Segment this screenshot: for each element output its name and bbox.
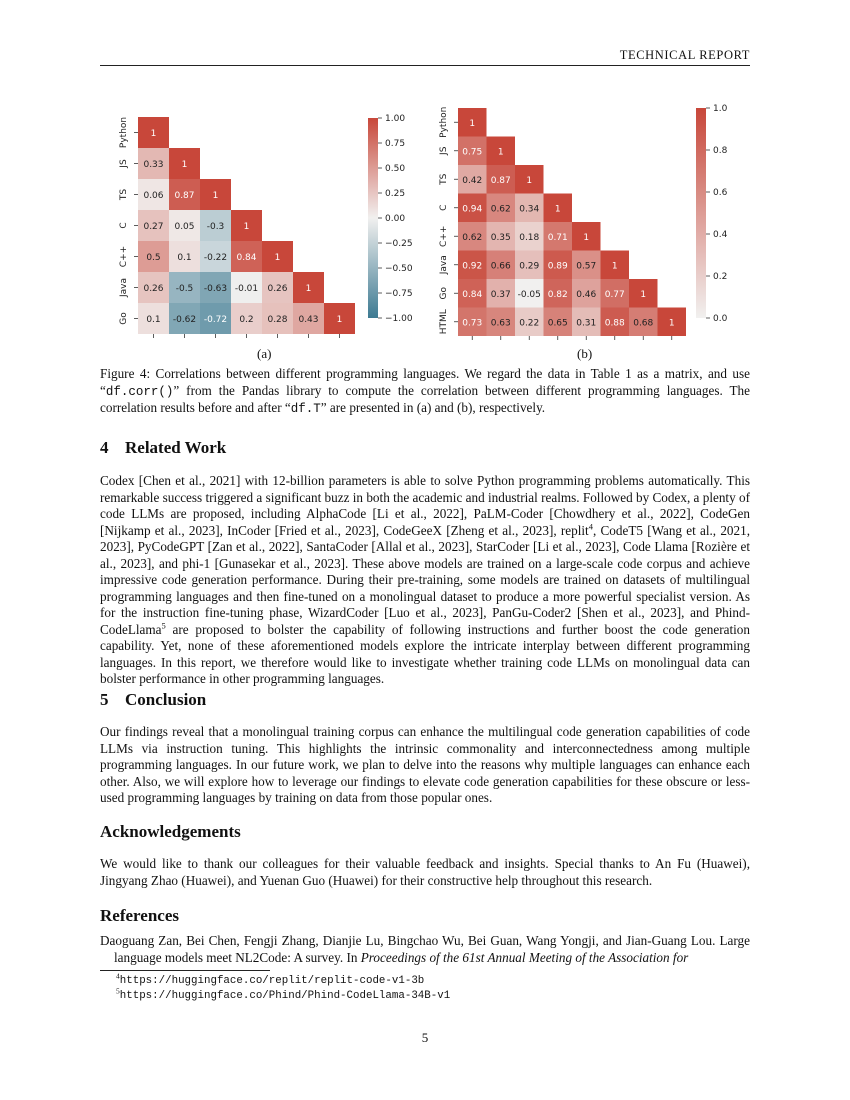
footnote-5: $^5$https://huggingface.co/Phind/Phind-CodeLlama-34B-v1 [116, 986, 451, 1002]
acknowledgements-text: We would like to thank our colleagues for their valuable feedback and insights. Special thanks to An Fu (Huawei), Jingyang Zhao (Huawei), and Yuenan Guo (Huawei) for their constructive help throughout this research. [100, 856, 750, 888]
heatmap-cell-value: 0.28 [267, 315, 288, 325]
reference-entry: Daoguang Zan, Bei Chen, Fengji Zhang, Dianjie Lu, Bingchao Wu, Bei Guan, Wang Yongji, and Jian-Guang Lou. Large language models meet NL2Code: A survey. In Proceedings of the 61st Annual Meeting of the Association for [100, 933, 750, 965]
heatmap-cell-value: -0.05 [517, 289, 541, 300]
heatmap-cell-value: 0.57 [576, 261, 597, 272]
code-df-t: df.T [290, 402, 321, 416]
heatmap-cell-value: 0.87 [174, 191, 195, 201]
colorbar-tick-label: 0.25 [385, 189, 406, 200]
y-tick-label: TS [119, 188, 129, 201]
colorbar-tick-label: 0.6 [713, 188, 728, 199]
footnote-4-link[interactable]: https://huggingface.co/replit/replit-code-v1-3b [119, 975, 425, 987]
colorbar-tick-label: 0.75 [385, 139, 406, 150]
heatmap-cell-value: 1 [150, 129, 157, 139]
heatmap-cell-value: 0.26 [267, 284, 288, 294]
heatmap-cell-value: -0.72 [203, 315, 228, 325]
heatmap-cell-value: 1 [305, 284, 312, 294]
heatmap-cell-value: 0.62 [490, 204, 511, 215]
acknowledgements-heading: Acknowledgements [100, 822, 241, 841]
references-heading: References [100, 906, 179, 925]
figure-caption: Figure 4: Correlations between different programming languages. We regard the data in Table 1 as a matrix, and use “df.corr()” from the Pandas library to compute the correlation between different programming languages. The correlation results before and after “df.T” are presented in (a) and (b), respectively. [100, 366, 750, 416]
heatmap-cell-value: 1 [181, 160, 188, 170]
heatmap-a [100, 105, 430, 340]
heatmap-cell-value: 1 [611, 261, 618, 272]
heatmap-cell-value: 0.65 [547, 318, 568, 329]
heatmap-cell-value: 1 [274, 253, 281, 263]
heatmap-cell-value: 0.33 [143, 160, 164, 170]
code-df-corr: df.corr() [105, 384, 174, 399]
section-related-work-heading: 4 Related Work [100, 438, 227, 457]
heatmap-cell-value: 0.94 [462, 204, 483, 215]
panel-label-a: (a) [257, 346, 272, 361]
heatmap-cell-value: 0.89 [547, 261, 568, 272]
heatmap-cell-value: -0.22 [203, 253, 228, 263]
heatmap-cell-value: 0.18 [519, 232, 540, 243]
heatmap-cell-value: -0.62 [172, 315, 197, 325]
heatmap-cell-value: 0.1 [146, 315, 161, 325]
heatmap-cell-value: 0.62 [462, 232, 483, 243]
heatmap-cell-value: 1 [554, 204, 561, 215]
conclusion-text: Our findings reveal that a monolingual training corpus can enhance the multilingual code generation capabilities of code LLMs via instruction tuning. This highlights the intrinsic commonality and interconnectedness among multiple programming languages. In our future work, we plan to delve into the reasons why multiple languages can enhance each other. Also, we will explore how to leverage our findings to elevate code generation capabilities for these obscure or less-used programming languages by training on data from those popular ones. [100, 724, 750, 805]
heatmap-cell-value: 0.82 [547, 289, 568, 300]
heatmap-cell-value: 1 [526, 175, 533, 186]
colorbar-tick-label: −0.50 [385, 264, 413, 275]
heatmap-cell-value: 1 [469, 118, 476, 129]
heatmap-cell-value: 0.87 [490, 175, 511, 186]
y-tick-label: JS [119, 159, 129, 168]
colorbar-tick-label: −1.00 [385, 314, 413, 325]
y-tick-label: Python [439, 106, 449, 138]
heatmap-cell-value: 0.37 [490, 289, 511, 300]
colorbar-tick-label: −0.25 [385, 239, 413, 250]
colorbar [696, 108, 706, 318]
heatmap-cell-value: -0.63 [203, 284, 228, 294]
heatmap-cell-value: 0.27 [143, 222, 164, 232]
heatmap-cell-value: 0.31 [576, 318, 597, 329]
colorbar-tick-label: 0.0 [713, 314, 728, 325]
heatmap-cell-value: 0.34 [519, 204, 540, 215]
y-tick-label: Go [119, 312, 129, 325]
heatmap-cell-value: 0.05 [174, 222, 195, 232]
heatmap-cell-value: 0.92 [462, 261, 483, 272]
y-tick-label: Go [439, 287, 449, 300]
heatmap-cell-value: 0.75 [462, 147, 483, 158]
y-tick-label: Python [119, 116, 129, 149]
heatmap-cell-value: -0.01 [234, 284, 259, 294]
colorbar-tick-label: 0.4 [713, 230, 728, 241]
heatmap-cell-value: -0.3 [206, 222, 225, 232]
heatmap-cell-value: 1 [243, 222, 250, 232]
y-tick-label: TS [439, 173, 449, 185]
footnote-4: $^4$https://huggingface.co/replit/replit-code-v1-3b [116, 971, 425, 987]
colorbar-tick-label: 0.00 [385, 214, 406, 225]
heatmap-cell-value: 1 [668, 318, 675, 329]
heatmap-cell-value: 0.77 [604, 289, 625, 300]
footnote-mark-5[interactable]: 5 [161, 620, 166, 631]
heatmap-cell-value: 1 [497, 147, 504, 158]
footnote-5-link[interactable]: https://huggingface.co/Phind/Phind-CodeLlama-34B-v1 [119, 990, 451, 1002]
related-work-text: Codex [Chen et al., 2021] with 12-billion parameters is able to solve Python programming problems automatically. This remarkable success triggered a significant buzz in both the academic and industrial realms. Followed by Codex, a plenty of code LLMs are proposed, including AlphaCode [Li et al., 2022], PaLM-Coder [Chowdhery et al., 2022], CodeGen [Nijkamp et al., 2023], InCoder [Fried et al., 2023], CodeGeeX [Zheng et al., 2023], replit$^4$, CodeT5 [Wang et al., 2021, 2023], PyCodeGPT [Zan et al., 2022], SantaCoder [Allal et al., 2023], StarCoder [Li et al., 2023], Code Llama [Rozière et al., 2023], and phi-1 [Gunasekar et al., 2023]. These above models are trained on a large-scale code corpus and achieve impressive code generation performance. During their pre-training, some models are trained on datasets of multilingual programming languages and then fine-tuned on a monolingual dataset to produce a more powerful specialist version. As for the instruction fine-tuning phase, WizardCoder [Luo et al., 2023], PanGu-Coder2 [Shen et al., 2023], and Phind-CodeLlama$^5$ are proposed to bolster the capability of following instructions and further boost the code generation capability. Yet, none of these aforementioned models explore the intricate interplay between different programming languages. In this report, we therefore would like to investigate whether training code LLMs on monolingual data can bolster performance in other programming languages. [100, 473, 751, 686]
heatmap-cell-value: 0.1 [177, 253, 192, 263]
y-tick-label: HTML [439, 309, 449, 335]
running-header: TECHNICAL REPORT [619, 48, 750, 62]
heatmap-cell-value: 0.63 [490, 318, 511, 329]
page-number: 5 [421, 1030, 429, 1045]
colorbar-tick-label: 0.50 [385, 164, 406, 175]
heatmap-cell-value: 0.35 [490, 232, 511, 243]
heatmap-cell-value: 1 [336, 315, 343, 325]
panel-label-b: (b) [577, 346, 593, 361]
heatmap-cell-value: 0.84 [462, 289, 483, 300]
heatmap-cell-value: 1 [212, 191, 219, 201]
heatmap-cell-value: -0.5 [175, 284, 194, 294]
heatmap-cell-value: 0.2 [239, 315, 254, 325]
colorbar [368, 118, 378, 318]
heatmap-cell-value: 0.06 [143, 191, 164, 201]
colorbar-tick-label: 0.8 [713, 146, 728, 157]
heatmap-cell-value: 0.22 [519, 318, 540, 329]
heatmap-cell-value: 0.42 [462, 175, 483, 186]
heatmap-cell-value: 0.88 [604, 318, 625, 329]
y-tick-label: C [119, 222, 129, 229]
y-tick-label: Java [119, 277, 129, 298]
y-tick-label: C++ [439, 225, 449, 247]
heatmap-cell-value: 0.29 [519, 261, 540, 272]
heatmap-cell-value: 0.71 [547, 232, 568, 243]
y-tick-label: C [439, 204, 449, 211]
heatmap-cell-value: 0.68 [633, 318, 654, 329]
colorbar-tick-label: 1.00 [385, 114, 406, 125]
y-tick-label: Java [439, 255, 449, 275]
y-tick-label: JS [439, 146, 449, 155]
footnote-mark-4[interactable]: 4 [588, 521, 593, 532]
colorbar-tick-label: 0.2 [713, 272, 728, 283]
colorbar-tick-label: −0.75 [385, 289, 413, 300]
heatmap-b [430, 96, 750, 340]
heatmap-cell-value: 0.73 [462, 318, 483, 329]
y-tick-label: C++ [119, 245, 129, 268]
header-rule [100, 65, 750, 66]
section-conclusion-heading: 5 Conclusion [100, 690, 207, 709]
heatmap-cell-value: 0.43 [298, 315, 319, 325]
heatmap-cell-value: 0.26 [143, 284, 164, 294]
colorbar-tick-label: 1.0 [713, 104, 728, 115]
heatmap-cell-value: 0.66 [490, 261, 511, 272]
footnote-rule [100, 970, 270, 971]
heatmap-cell-value: 1 [640, 289, 647, 300]
heatmap-cell-value: 0.5 [146, 253, 161, 263]
heatmap-cell-value: 1 [583, 232, 590, 243]
heatmap-cell-value: 0.46 [576, 289, 597, 300]
heatmap-cell-value: 0.84 [236, 253, 257, 263]
